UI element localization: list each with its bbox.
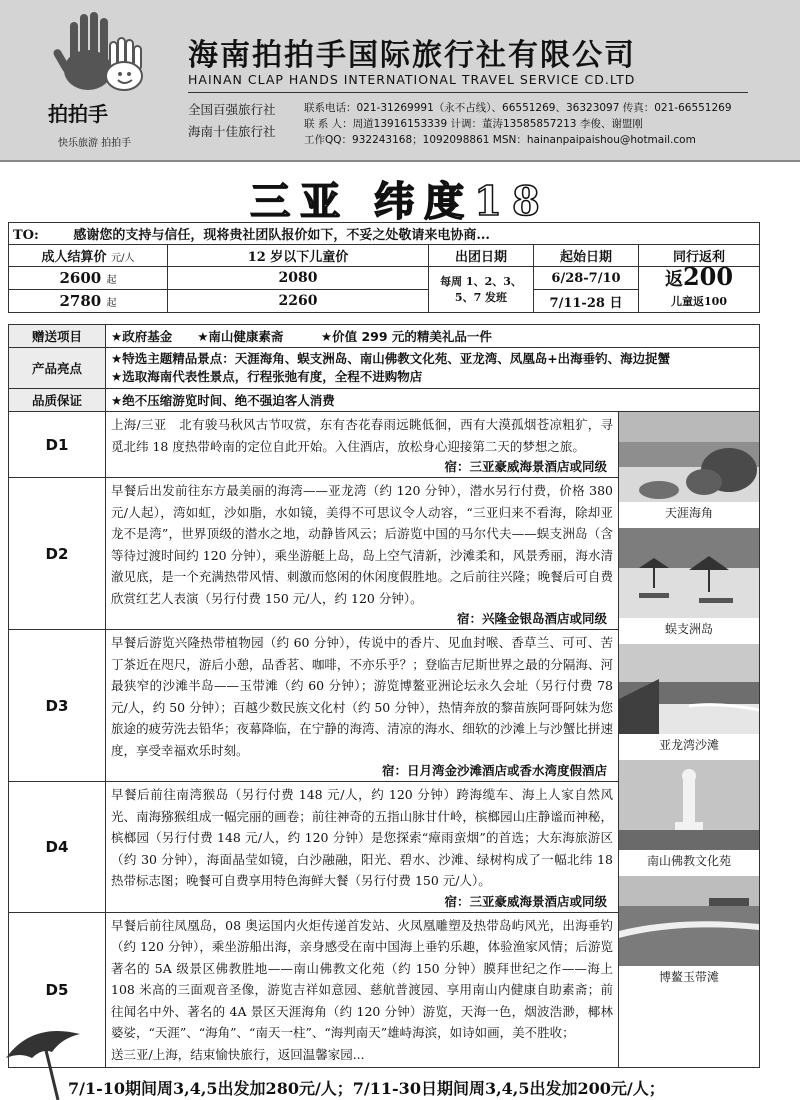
day-label-d3: D3 <box>9 630 106 782</box>
greeting-text: 感谢您的支持与信任，现将贵社团队报价如下，不妥之处敬请来电协商... <box>73 228 490 243</box>
day-label-d5: D5 <box>9 912 106 1068</box>
day-content-d2 <box>106 478 619 630</box>
header-adult-price: 成人结算价 元/人 <box>9 245 168 267</box>
header-divider <box>188 92 748 93</box>
day-hotel-d4: 宿：三亚豪威海景酒店或同级 <box>444 893 607 909</box>
day-desc-d1: 上海/三亚 北有骏马秋风古节叹赏，东有杏花春雨远眺低徊，西有大漠孤烟苍凉粗犷，寻觅北纬 18 度热带岭南的定位自此开始。入住酒店，放松身心迎接第二天的梦想之旅。 <box>111 417 613 454</box>
beach-palm-icon <box>619 644 759 734</box>
photo-column <box>619 412 760 1068</box>
feature-text-highlights: ★特选主题精品景点：天涯海角、蜈支洲岛、南山佛教文化苑、亚龙湾、凤凰岛+出海垂钓、海边捉蟹 ★选取海南代表性景点，行程张弛有度，全程不进购物店 <box>106 348 760 389</box>
day-content-d3 <box>106 630 619 782</box>
feature-text-quality: ★绝不压缩游览时间、绝不强迫客人消费 <box>106 389 760 412</box>
day-desc-d2: 早餐后出发前往东方最美丽的海湾——亚龙湾（约 120 分钟），潜水另行付费，价格 380 元/人起），湾如虹，沙如脂，水如镜，美得不可思议令人动容，“三亚归来不看海，除却亚龙不是湾”，世界顶级的潜水之地，动静皆风云；后游览中国的马尔代夫——蜈支洲岛（含等待过渡时间约 120 分钟），乘坐游艇上岛，岛上空气清新，沙滩柔和，风景秀丽，海水清澈见底，是一个充满热带风情、刺激而悠闲的休闲度假胜地。之后前往兴隆；晚餐后可自费欣赏红艺人表演（另行付费 150 元/人，约 120 分钟）。 <box>111 483 613 606</box>
tianya-rocks-icon <box>619 412 759 502</box>
company-name-english: HAINAN CLAP HANDS INTERNATIONAL TRAVEL SERVICE CD.LTD <box>188 72 636 87</box>
contact-online: 工作QQ：932243168；1092098861 MSN：hainanpaipaishou@hotmail.com <box>304 134 696 146</box>
day-desc-d5: 早餐后前往凤凰岛，08 奥运国内火炬传递首发站、火凤凰雕塑及热带岛屿风光，出海垂钓（约 120 分钟），乘坐游船出海，亲身感受在南中国海上垂钓乐趣，体验渔家风情；后游览著名的 5A 级景区佛教胜地——南山佛教文化苑（约 150 分钟）膜拜世纪之作——海上 108 米高的三面观音圣像，游览吉祥如意园、慈航普渡园、享用南山内健康自助素斋；前往闻名中外、著名的 4A 景区天涯海角（约 120 分钟）游览，天海一色，烟波浩渺，椰林婆娑，“天涯”、“海角”、“南天一柱”、“海判南天”雄峙海滨，如诗如画，美不胜收； <box>111 917 613 1040</box>
photo-caption-1: 天涯海角 <box>664 506 713 520</box>
jade-belt-beach-icon <box>619 876 759 966</box>
photo-caption-4: 南山佛教文化苑 <box>646 854 731 868</box>
contact-persons: 联 系 人：周道13916153339 计调：董涛13585857213 李俊、谢盟刚 <box>304 118 643 130</box>
start-date-1: 6/28-7/10 <box>534 267 639 290</box>
adult-price-2: 2780 起 <box>9 290 168 313</box>
day-label-d1: D1 <box>9 412 106 478</box>
tour-title: 三亚 纬度18 <box>250 178 550 225</box>
feature-label-quality: 品质保证 <box>9 389 106 412</box>
start-date-2: 7/11-28 日 <box>534 290 639 313</box>
photo-yalong-bay <box>619 644 759 760</box>
day-desc-d4: 早餐后前往南湾猴岛（另行付费 148 元/人，约 120 分钟）跨海缆车、海上人家自然风光、南海猕猴组成一幅完丽的画卷；前往神奇的五指山脉甘什岭，槟榔园山庄静谧而神秘，槟榔园（另行付费 148 元/人，约 120 分钟）是您探索“瘴雨蛮烟”的首选；大东海旅游区（约 30 分钟），海面晶莹如镜，白沙融融，阳光、碧水、沙滩、绿树构成了一幅北纬 18 热带标志图；晚餐可自费享用特色海鲜大餐（另行付费 150 元/人）。 <box>111 787 613 888</box>
price-table <box>8 222 760 313</box>
photo-caption-3: 亚龙湾沙滩 <box>658 738 719 752</box>
header-child-price: 12 岁以下儿童价 <box>168 245 429 267</box>
company-name: 海南拍拍手国际旅行社有限公司 <box>188 38 636 73</box>
photo-tianya-haijiao <box>619 412 759 528</box>
adult-price-1: 2600 起 <box>9 267 168 290</box>
beach-umbrellas-icon <box>619 528 759 618</box>
credential-hainan: 海南十佳旅行社 <box>188 124 276 139</box>
header-departure: 出团日期 <box>429 245 534 267</box>
day-content-d5 <box>106 912 619 1068</box>
contact-phone: 联系电话：021-31269991（永不占线）、66551269、36323097 传真：021-66551269 <box>304 102 732 114</box>
header-rebate: 同行返利 <box>639 245 760 267</box>
day-content-d4 <box>106 782 619 913</box>
child-price-2: 2260 <box>168 290 429 313</box>
surcharge-note: 7/1-10期间周3,4,5出发加280元/人；7/11-30日期间周3,4,5出发加200元/人； <box>68 1079 665 1098</box>
feature-label-gift: 赠送项目 <box>9 325 106 348</box>
feature-text-gift: ★政府基金 ★南山健康素斋 ★价值 299 元的精美礼品一件 <box>106 325 760 348</box>
day-hotel-d1: 宿：三亚豪威海景酒店或同级 <box>444 459 607 474</box>
greeting-row <box>9 223 760 245</box>
feature-label-highlights: 产品亮点 <box>9 348 106 389</box>
photo-caption-5: 博鳌玉带滩 <box>658 970 719 984</box>
departure-days: 每周 1、2、3、5、7 发班 <box>429 267 534 313</box>
day-return-d5: 送三亚/上海，结束愉快旅行，返回温馨家园... <box>111 1046 365 1062</box>
logo-brand-text: 拍拍手 <box>48 102 108 126</box>
to-label: TO: <box>13 228 39 243</box>
clap-hands-logo-icon <box>48 8 158 104</box>
header-banner <box>0 0 800 162</box>
photo-caption-2: 蜈支洲岛 <box>664 622 713 636</box>
day-label-d2: D2 <box>9 478 106 630</box>
day-hotel-d3: 宿：日月湾金沙滩酒店或香水湾度假酒店 <box>381 763 607 778</box>
day-hotel-d2: 宿：兴隆金银岛酒店或同级 <box>456 611 607 626</box>
itinerary-table <box>8 324 760 1068</box>
header-start-date: 起始日期 <box>534 245 639 267</box>
rebate-cell: 返200 儿童返100 <box>639 267 760 313</box>
day-desc-d3: 早餐后游览兴隆热带植物园（约 60 分钟），传说中的香片、见血封喉、香草兰、可可、苦丁茶近在咫尺，游后小憩，品香茗、咖啡，不亦乐乎？；登临吉尼斯世界之最的分隔海、河最狭窄的沙滩半岛——玉带滩（约 60 分钟）；游览博鳌亚洲论坛永久会址（另行付费 78 元/人，约 50 分钟）；百越少数民族文化村（约 50 分钟），热情奔放的黎苗族阿哥阿妹为您旅途的疲劳洗去铅华；夜幕降临，在宁静的海湾、清凉的海水、细软的沙滩上与沙蟹比拼速度，享受幸福欢乐时刻。 <box>111 635 613 758</box>
credential-national: 全国百强旅行社 <box>188 102 276 117</box>
photo-wuzhizhou <box>619 528 759 644</box>
day-content-d1 <box>106 412 619 478</box>
child-price-1: 2080 <box>168 267 429 290</box>
guanyin-statue-icon <box>619 760 759 850</box>
logo-tagline: 快乐旅游 拍拍手 <box>58 138 132 149</box>
photo-boao <box>619 876 759 992</box>
day-label-d4: D4 <box>9 782 106 913</box>
photo-nanshan <box>619 760 759 876</box>
